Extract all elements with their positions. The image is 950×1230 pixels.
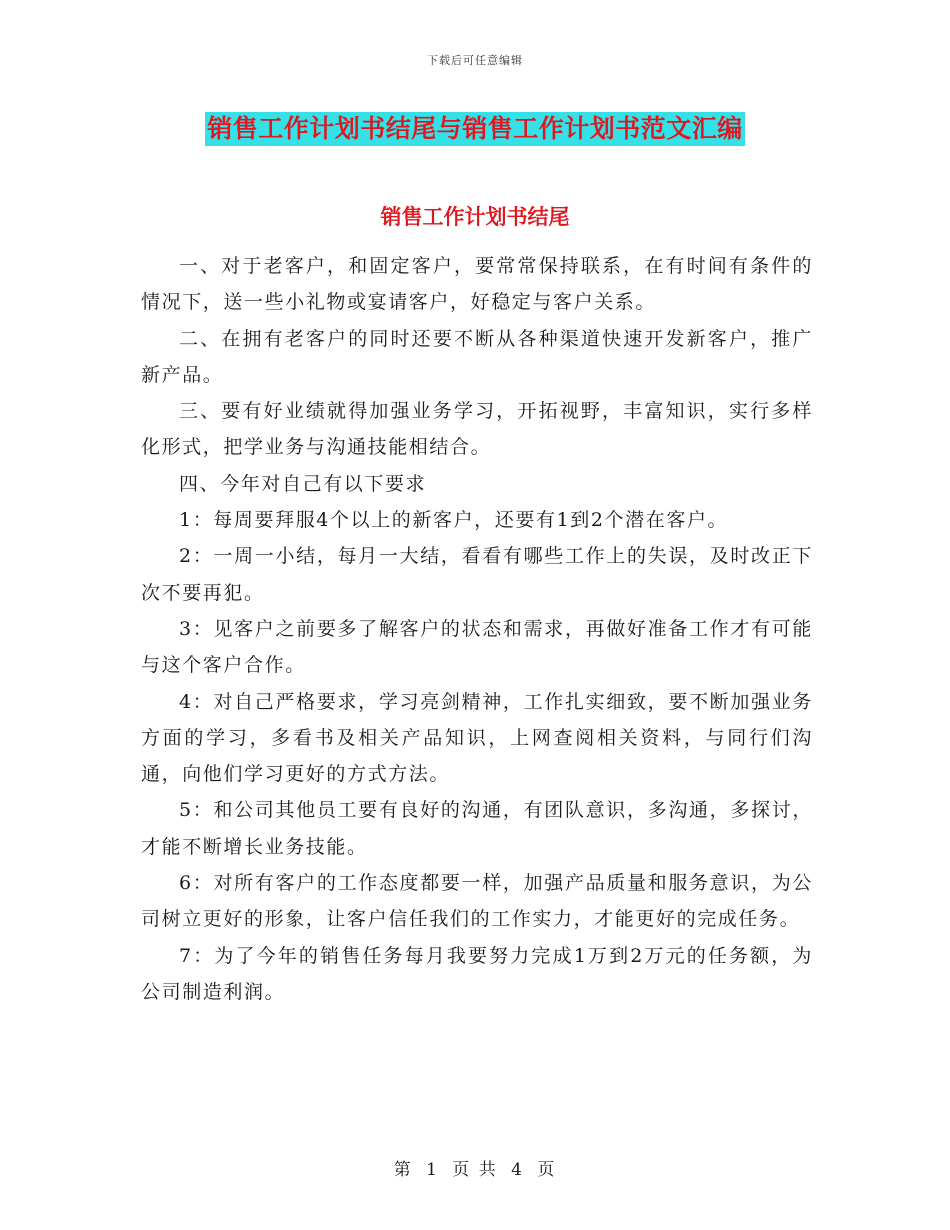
paragraph: 一、对于老客户，和固定客户，要常常保持联系，在有时间有条件的情况下，送一些小礼物或宴请客户，好稳定与客户关系。 [141, 255, 813, 314]
section-title: 销售工作计划书结尾 [380, 204, 570, 229]
paragraph: 三、要有好业绩就得加强业务学习，开拓视野，丰富知识，实行多样化形式，把学业务与沟通技能相结合。 [141, 400, 813, 459]
page-label-suffix: 页 [537, 1160, 557, 1180]
paragraph: 四、今年对自己有以下要求 [179, 472, 427, 495]
paragraph: 6：对所有客户的工作态度都要一样，加强产品质量和服务意识，为公司树立更好的形象，让客户信任我们的工作实力，才能更好的完成任务。 [141, 872, 813, 931]
document-title-container [0, 112, 950, 146]
paragraph: 4：对自己严格要求，学习亮剑精神，工作扎实细致，要不断加强业务方面的学习，多看书及相关产品知识，上网查阅相关资料，与同行们沟通，向他们学习更好的方式方法。 [141, 690, 813, 786]
document-title: 销售工作计划书结尾与销售工作计划书范文汇编 [205, 112, 745, 146]
page-number: 1 [426, 1160, 439, 1180]
paragraph: 7：为了今年的销售任务每月我要努力完成1万到2万元的任务额，为公司制造利润。 [141, 944, 813, 1003]
paragraph: 二、在拥有老客户的同时还要不断从各种渠道快速开发新客户，推广新产品。 [141, 327, 813, 386]
paragraph: 3：见客户之前要多了解客户的状态和需求，再做好准备工作才有可能与这个客户合作。 [141, 617, 813, 677]
page-total: 4 [511, 1160, 524, 1180]
paragraph: 5：和公司其他员工要有良好的沟通，有团队意识，多沟通，多探讨，才能不断增长业务技能。 [141, 799, 813, 858]
page-footer [0, 1155, 950, 1180]
document-body [141, 248, 813, 1010]
header-note: 下载后可任意编辑 [427, 54, 523, 67]
page-label-middle: 页 共 [452, 1160, 498, 1180]
page-label-prefix: 第 [393, 1160, 413, 1180]
paragraph: 2：一周一小结，每月一大结，看看有哪些工作上的失误，及时改正下次不要再犯。 [141, 545, 813, 604]
paragraph: 1：每周要拜服4个以上的新客户，还要有1到2个潜在客户。 [179, 509, 729, 532]
